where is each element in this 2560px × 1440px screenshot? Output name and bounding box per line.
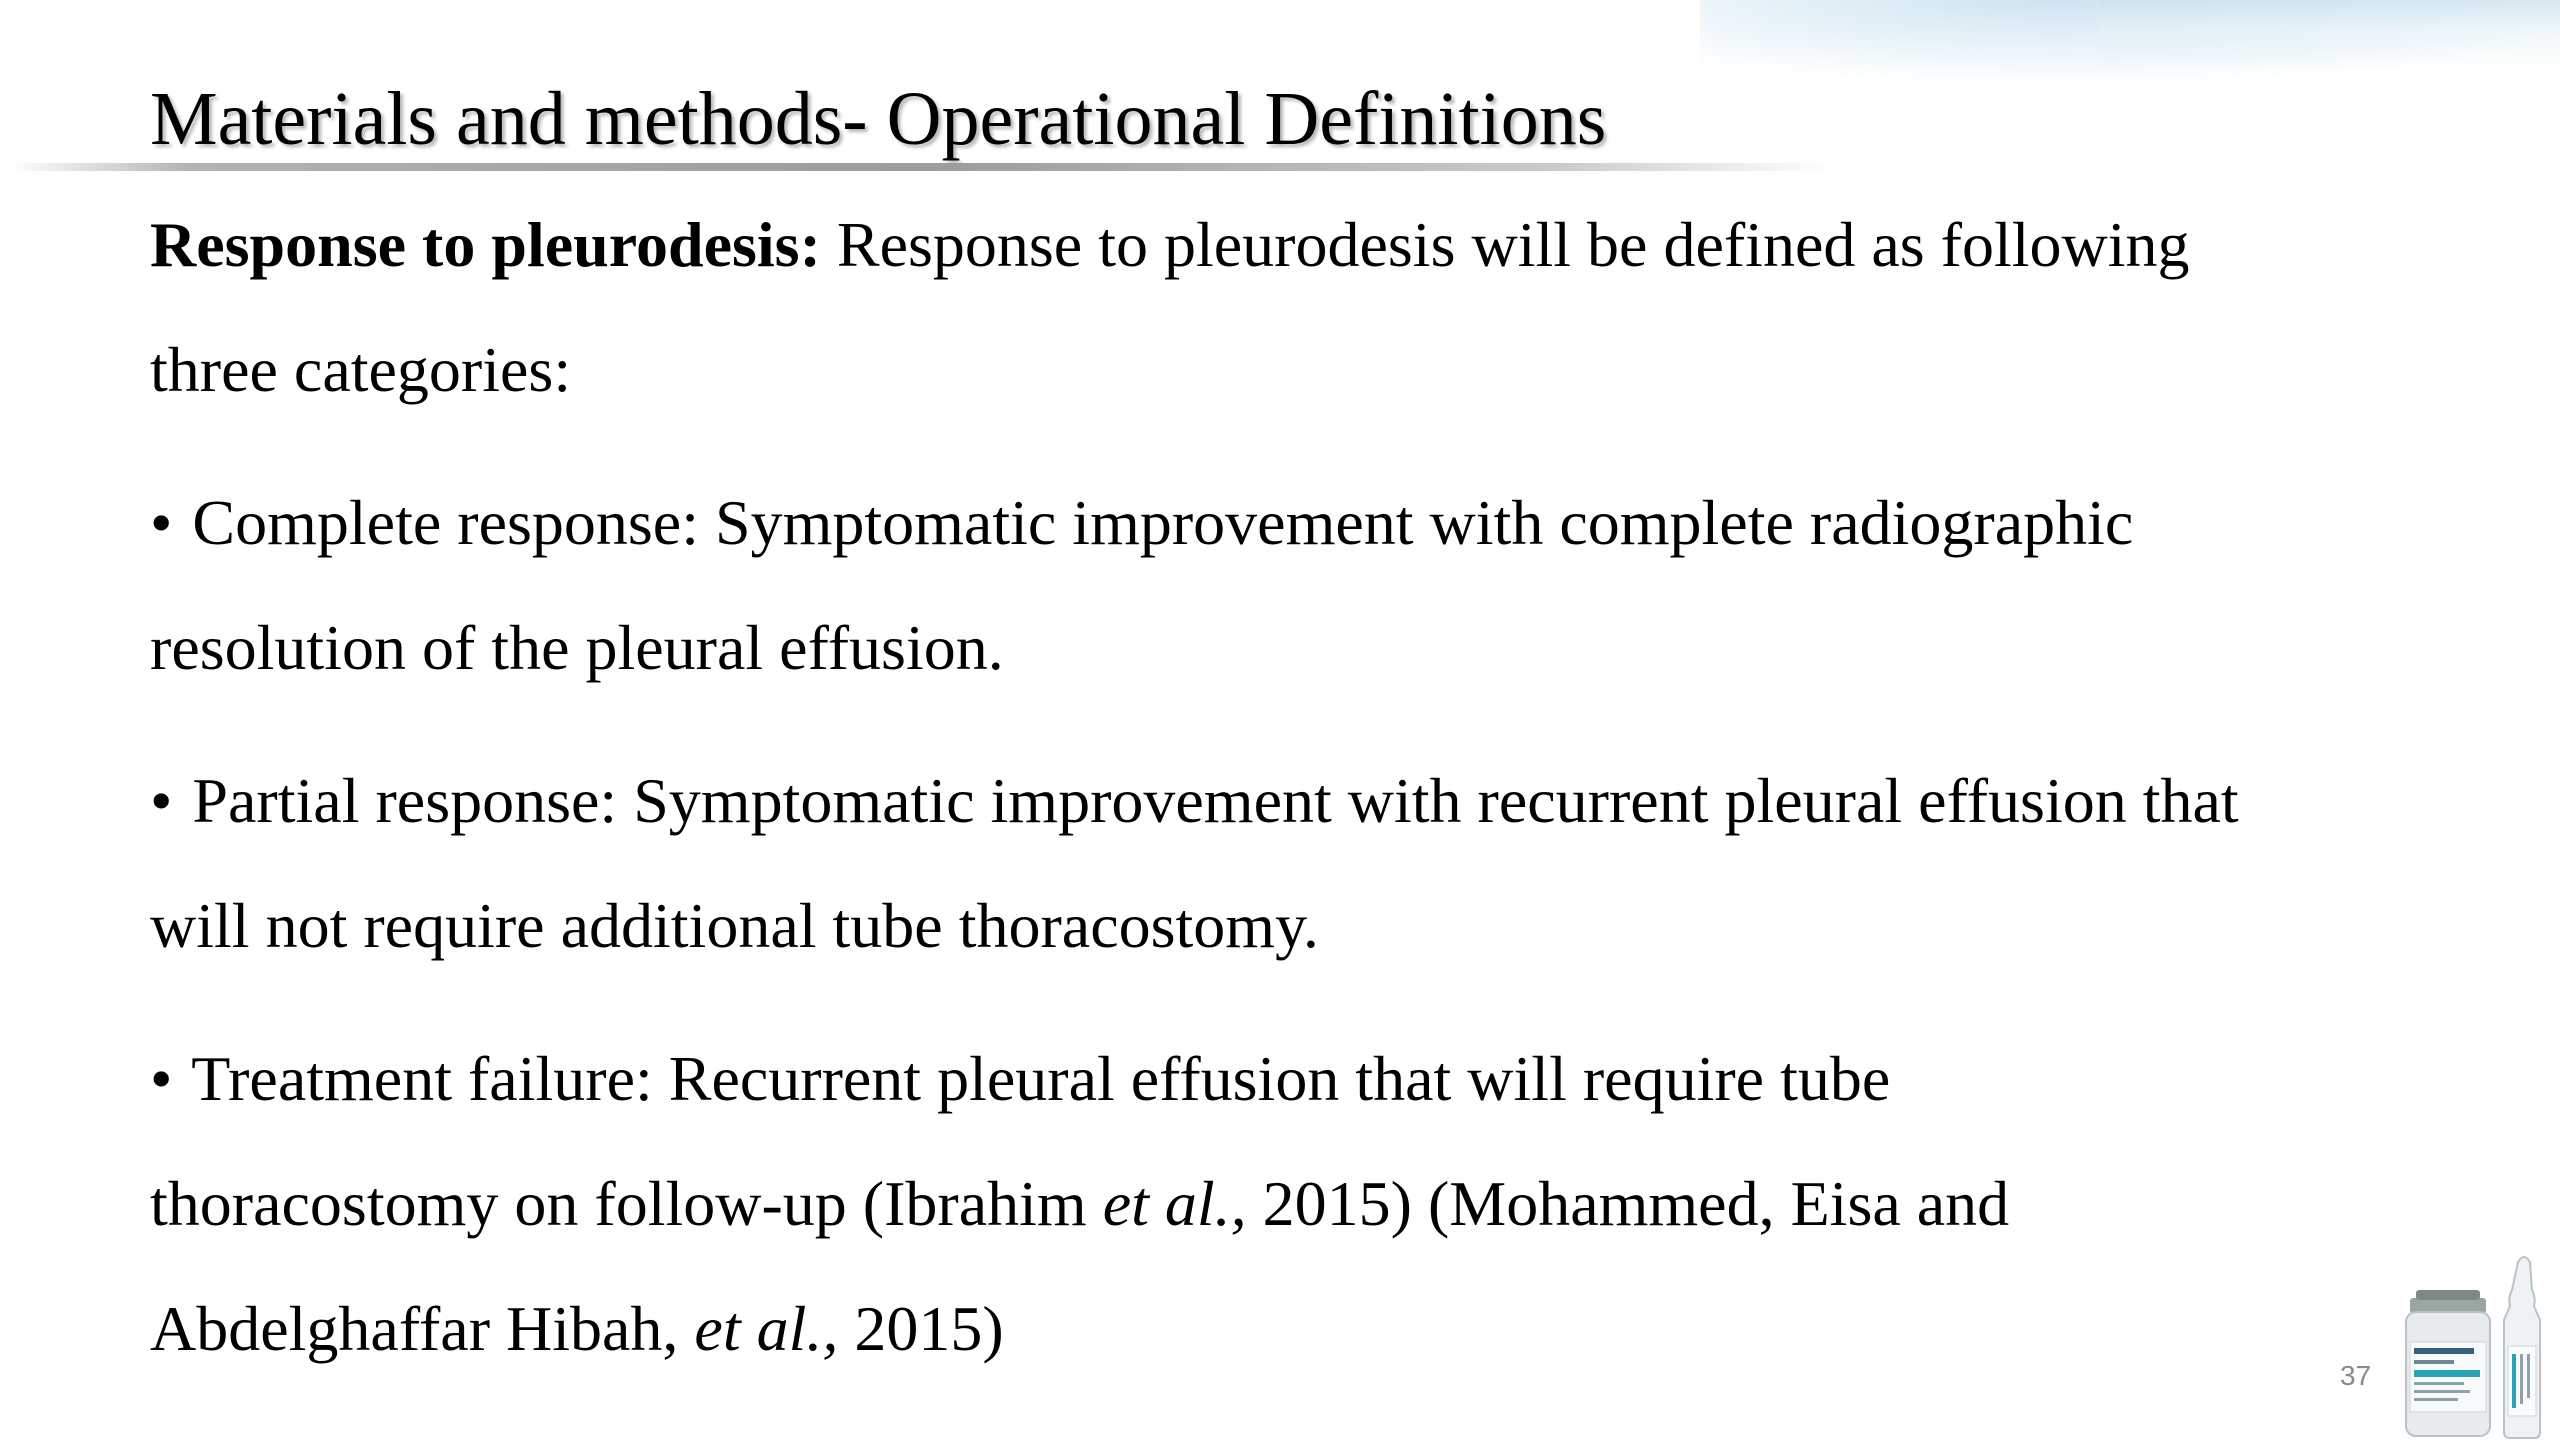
bullet-text-line3a: Abdelghaffar Hibah, [150, 1293, 695, 1364]
bullet-partial-response [150, 738, 2450, 988]
intro-paragraph [150, 182, 2450, 432]
bullet-text-line2: resolution of the pleural effusion. [150, 612, 1004, 683]
bullet-text-line2a: thoracostomy on follow-up (Ibrahim [150, 1168, 1103, 1239]
bullet-text-line1: Complete response: Symptomatic improvement with complete radiographic [192, 487, 2134, 558]
bullet-complete-response [150, 460, 2450, 710]
bullet-text-line1: Partial response: Symptomatic improvement with recurrent pleural effusion that [192, 765, 2239, 836]
intro-text-line2: three categories: [150, 334, 572, 405]
slide-title: Materials and methods- Operational Definitions [150, 77, 1607, 161]
intro-label: Response to pleurodesis: [150, 209, 821, 280]
intro-text-line1: Response to pleurodesis will be defined as following [820, 209, 2190, 280]
header-decoration-highlight [2100, 0, 2560, 70]
medicine-vials-icon [2400, 1250, 2560, 1440]
citation-et-al: et al., [1102, 1168, 1247, 1239]
page-number: 37 [2340, 1360, 2372, 1391]
title-underline [10, 163, 1830, 171]
bullet-text-line2: will not require additional tube thoracostomy. [150, 890, 1319, 961]
bullet-text-line2c: 2015) (Mohammed, Eisa and [1246, 1168, 2010, 1239]
bullet-marker: • [150, 765, 173, 836]
citation-et-al: et al., [694, 1293, 839, 1364]
bullet-treatment-failure [150, 1016, 2450, 1391]
bullet-marker: • [150, 1043, 173, 1114]
bullet-text-line3c: 2015) [838, 1293, 1004, 1364]
bullet-marker: • [150, 487, 173, 558]
slide-body [150, 182, 2450, 1419]
bullet-text-line1: Treatment failure: Recurrent pleural effusion that will require tube [191, 1043, 1891, 1114]
